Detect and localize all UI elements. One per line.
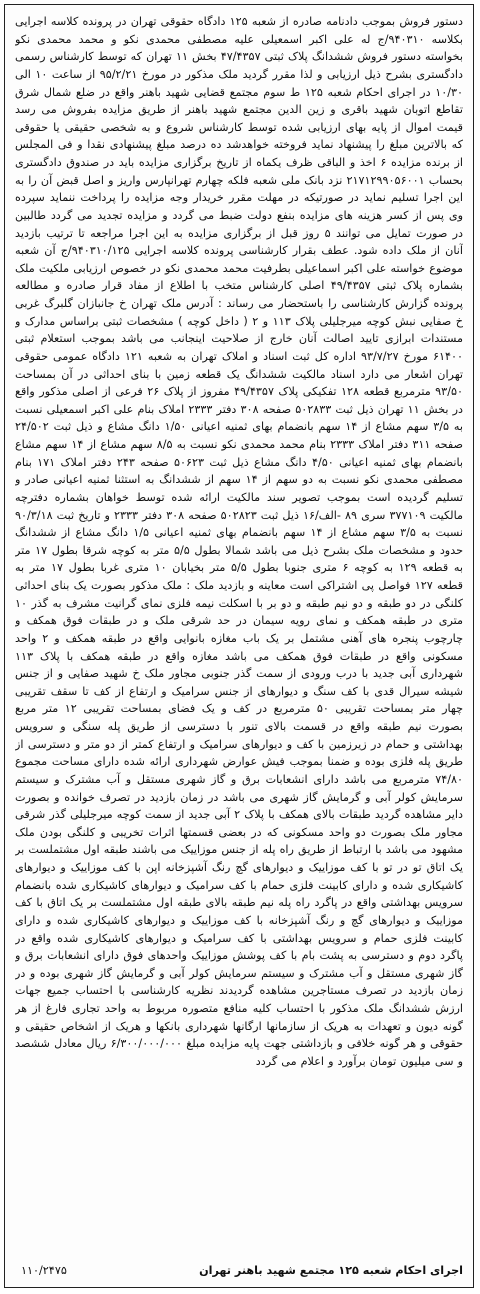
notice-body-text: دستور فروش بموجب دادنامه صادره از شعبه ۱۲۵ دادگاه حقوقی تهران در پرونده کلاسه اجرایی بکلاسه ۹۴۰۳۱۰/ج له علی اکبر اسمعیلی علیه مصطفی محمدی نکو و محمد محمدی نکو بخواسته دستور فروش ششدانگ پلاک ثبتی ۴۷/۴۳۵۷ بخش ۱۱ تهران که توسط کارشناس رسمی دادگستری بشرح ذیل ارزیابی و لذا مقرر گردید ملک مذکور در مورخ ۹۵/۲/۲۱ از ساعت ۱۰ الی ۱۰/۳۰ در اجرای احکام شعبه ۱۲۵ ط سوم مجتمع قضایی شهید باهنر واقع در ضلع شمال شرق تقاطع اتوبان شهید باقری و زین الدین مجتمع شهید باهنر از طریق مزایده بفروش می رسد قیمت اموال از پایه بهای ارزیابی شده توسط کارشناس شروع و به شخصی حقیقی یا حقوقی که بالاترین مبلغ را پیشنهاد نماید فروخته خواهدشد ده درصد مبلغ پیشنهادی نقدا و فی المجلس از برنده مزایده ۶ اخذ و الباقی ظرف یکماه از تاریخ برگزاری مزایده باید در صندوق دادگستری بحساب ۲۱۷۱۲۹۹۰۵۶۰۰۱ نزد بانک ملی شعبه فلکه چهارم تهرانپارس واریز و اصل قبض آن را به این اجرا تسلیم نماید در صورتیکه در مهلت مقرر خریدار وجه مزایده را پرداخت ننماید سپرده وی پس از کسر هزینه های مزایده بنفع دولت ضبط می گردد و مزایده تجدید می گردد طالبین در صورت تمایل می توانند ۵ روز قبل از برگزاری مزایده به این اجرا مراجعه تا ترتیب بازدید آنان از ملک داده شود. عطف بقرار کارشناسی پرونده کلاسه اجرایی ۹۴۰۳۱۰/۱۲۵/ج آن شعبه موضوع خواسته علی اکبر اسماعیلی بطرفیت محمد محمدی نکو در خصوص ارزیابی ملکیت ملک بشماره پلاک ثبتی ۴۹/۴۳۵۷ اصلی کارشناس متخب با اطلاع از مفاد قرار صادره و مطالعه پرونده گزارش کارشناسی را باستحضار می رساند : آدرس ملک تهران خ جانبازان گلبرگ غربی خ صفایی نبش کوچه میرجلیلی پلاک ۱۱۳ و ۲ ( داخل کوچه ) مشخصات ثبتی براساس مدارک و مستندات ابرازی تایید اصالت آنان خارج از صلاحیت اینجانب می باشد بموجب استعلام ثبتی ۶۱۴۰۰ مورخ ۹۳/۷/۲۷ اداره کل ثبت اسناد و املاک تهران به شعبه ۱۲۱ دادگاه عمومی حقوقی تهران اشعار می دارد اسناد مالکیت ششدانگ یک قطعه زمین با بنای احداثی در آن بمساحت ۹۳/۵۰ مترمربع قطعه ۱۲۸ تفکیکی پلاک ۴۹/۴۳۵۷ مفروز از پلاک ۲۶ فرعی از اصلی مذکور واقع در بخش ۱۱ تهران ذیل ثبت ۵۰۲۸۳۳ صفحه ۳۰۸ دفتر ۲۳۳۳ املاک بنام علی اکبر اسمعیلی نسبت به ۳/۵ سهم مشاع از ۱۴ سهم بانضمام بهای ثمنیه اعیانی ۱/۵۰ دانگ مشاع و ذیل ثبت ۲۴/۵۰۲ صفحه ۳۱۱ دفتر املاک ۲۳۳۳ بنام محمد محمدی نکو نسبت به ۸/۵ سهم مشاع از ۱۴ سهم مشاع بانضمام بهای ثمنیه اعیانی ۴/۵۰ دانگ مشاع ذیل ثبت ۵۰۶۲۳ صفحه ۲۴۳ دفتر املاک ۱۷۱ بنام مصطفی محمدی نکو نسبت به دو سهم از ۱۴ سهم از ششدانگ به استثنا ثمنیه اعیانی صادر و تسلیم گردیده است بموجب تصویر سند مالکیت ارائه شده توسط خواهان بشماره دفترچه مالکیت ۳۷۷۱۰۹ سری ۸۹ -الف/۱۶ ذیل ثبت ۵۰۲۸۲۳ صفحه ۳۰۸ دفتر ۲۳۳۳ و تاریخ ثبت ۹۰/۳/۱۸ نسبت به ۳/۵ سهم مشاع از ۱۴ سهم بانضمام بهای ثمنیه اعیانی ۱/۵ دانگ مشاع از ششدانگ حدود و مشخصات ملک بشرح ذیل می باشد شمالا بطول ۵/۵ متر به کوچه شرقا بطول ۱۷ متر به قطعه ۱۲۹ به کوچه ۶ متری جنوبا بطول ۵/۵ متر بخیابان ۱۰ متری غربا بطول ۱۷ متر به قطعه ۱۲۷ فواصل پی اشتراکی است معاینه و بازدید ملک : ملک مذکور بصورت یک بنای احداثی کلنگی در دو طبقه و دو نیم طبقه و دو بر با اسکلت نیمه فلزی نمای گرانیت مشرف به گذر ۱۰ متری در طبقه همکف و نمای رویه سیمان در حد شرقی ملک و در طبقات فوق همکف و چارچوب پنجره های آهنی مشتمل بر یک باب مغازه بانوایی واقع در طبقه همکف و ۲ واحد مسکونی واقع در طبقات فوق همکف می باشد مغازه واقع در طبقه همکف با پلاک ۱۱۳ شهرداری آبی جدید با درب ورودی از سمت گذر جنوبی مجاور ملک خ شهید صفایی و از جنس شیشه سیرال قدی با کف سنگ و دیوارهای از جنس سرامیک و ارتفاع از کف تا سقف تقریبی چهار متر بمساحت تقریبی ۵۰ مترمربع در کف و یک فضای بمساحت تقریبی ۱۲ متر مربع بصورت نیم طبقه واقع در قسمت بالای تنور با دسترسی از طریق پله سنگی و سرویس بهداشتی و حمام در زیرزمین با کف و دیوارهای سرامیک و ارتفاع کمتر از دو متر و دسترسی از طریق پله فلزی بوده و ضمنا بموجب فیش عوارض شهرداری ارائه شده دارای مساحت مجموع ۷۴/۸۰ مترمربع می باشد دارای انشعابات برق و گاز شهری مستقل و آب مشترک و سیستم سرمایش کولر آبی و گرمایش گاز شهری می باشد در زمان بازدید در تصرف خوانده و بصورت دایر مشاهده گردید طبقات بالای همکف با پلاک ۲ آبی جدید از سمت کوچه میرجلیلی گذر شرقی مجاور ملک بصورت دو واحد مسکونی که در بعضی قسمتها اثرات تخریبی و کلنگی بودن ملک مشهود می باشد با ارتباط از طریق راه پله از جنس موزاییک می باشند طبقه اول مشتملست بر یک اتاق تو در تو با کف موزاییک و دیوارهای گچ رنگ آشپزخانه اپن با کف موزاییک و دیوارهای کاشیکاری شده و دارای کابینت فلزی حمام با کف سرامیک و دیوارهای کاشیکاری شده بانضمام سرویس بهداشتی واقع در پاگرد راه پله نیم طبقه بالای طبقه اول مشتملست بر یک اتاق با کف موزاییک و دیوارهای گچ و رنگ آشپزخانه با کف موزاییک و دیوارهای کاشیکاری شده و دارای کابینت فلزی حمام و سرویس بهداشتی با کف سرامیک و دیوارهای کاشیکاری شده واقع در پاگرد دوم و دسترسی به پشت بام با کف پوشش موزاییک واحدهای فوق دارای انشعابات برق و گاز شهری مستقل و آب مشترک و سیستم سرمایش کولر آبی و گرمایش گاز شهری بوده و در زمان بازدید در تصرف مستاجرین مشاهده گردیدند نظریه کارشناسی با احتساب جمیع جهات ارزش ششدانگ ملک مذکور با احتساب کلیه منافع متصوره مربوط به واحد تجاری فارغ از هر گونه دیون و تعهدات به هریک از سازمانها ارگانها شهرداری بانکها و هریک از اشخاص حقیقی و حقوقی و هر گونه خلافی و بازداشتی جهت پایه مزایده مبلغ ۶/۳۰۰/۰۰۰/۰۰۰ ریال معادل ششصد و سی میلیون تومان برآورد و اعلام می گردد (15, 15, 463, 1068)
legal-notice (4, 4, 474, 1288)
notice-footer (15, 1264, 463, 1277)
notice-reference-number: ۱۱۰/۲۴۷۵ (21, 1264, 67, 1277)
notice-issuer: اجرای احکام شعبه ۱۲۵ مجتمع شهید باهنر تهران (199, 1264, 463, 1277)
